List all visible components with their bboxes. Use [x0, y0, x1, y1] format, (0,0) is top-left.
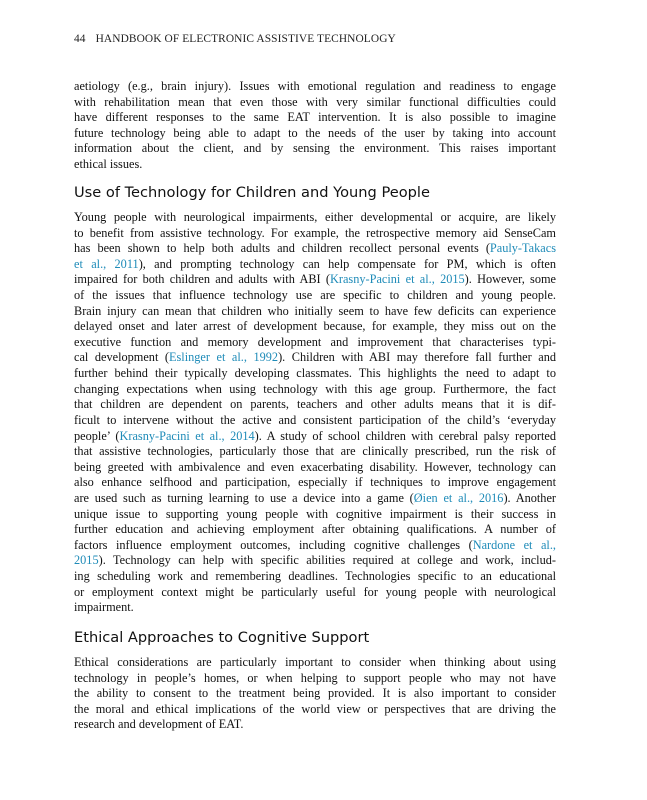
text-line: changing expectations when using technology with this age group. Furthermore, the fact [74, 381, 556, 396]
text-line: with rehabilitation mean that even those with very similar functional difficulties could [74, 94, 556, 109]
text-line: of the issues that influence technology use are specific to children and young people. [74, 288, 556, 303]
citation-link[interactable]: Øien et al., 2016 [413, 490, 504, 505]
text-line: et al., 2011), and prompting technology can help compensate for PM, which is often [74, 256, 556, 271]
text-line: research and development of EAT. [74, 717, 244, 732]
text-line: factors influence employment outcomes, including cognitive challenges (Nardone et al., [74, 537, 556, 552]
text-line: ficult to intervene without the active and consistent participation of the child’s ‘everyday [74, 412, 556, 427]
section-heading: Use of Technology for Children and Young People [74, 184, 430, 201]
text-line: ing scheduling work and remembering deadlines. Technologies specific to an educational [74, 569, 556, 584]
text-line: further behind their typically developing classmates. This highlights the need to adapt to [74, 366, 556, 381]
text-line: Brain injury can mean that children who initially seem to have few deficits can experience [74, 303, 556, 318]
text-line: the ability to consent to the treatment being provided. It is also important to consider [74, 686, 556, 701]
text-line: Young people with neurological impairments, either developmental or acquire, are likely [74, 210, 556, 224]
section-paragraph [74, 655, 556, 733]
citation-link[interactable]: Krasny-Pacini et al., 2015 [330, 272, 465, 287]
text-line: the moral and ethical implications of the world view or perspectives that are driving the [74, 701, 556, 716]
citation-link[interactable]: Eslinger et al., 1992 [169, 350, 279, 365]
text-line: Ethical considerations are particularly important to consider when thinking about using [74, 655, 556, 669]
section-heading: Ethical Approaches to Cognitive Support [74, 629, 370, 646]
text-line: unique issue to supporting young people with cognitive impairment is their success in [74, 506, 556, 521]
text-line: aetiology (e.g., brain injury). Issues with emotional regulation and readiness to engage [74, 79, 556, 93]
page-number: 44 [74, 33, 86, 45]
text-line: further education and achieving employment after obtaining qualifications. A number of [74, 522, 556, 537]
text-line: that assistive technologies, particularly those that are clinically prescribed, run the risk of [74, 444, 556, 459]
text-line: that children are dependent on parents, teachers and other adults means that it is dif- [74, 397, 556, 412]
text-line: 2015). Technology can help with specific abilities required at college and work, includ- [74, 553, 556, 568]
section-paragraph [74, 210, 556, 616]
citation-link[interactable]: et al., 2011 [74, 256, 139, 271]
text-line: impaired for both children and adults with ABI (Krasny-Pacini et al., 2015). However, some [74, 272, 557, 287]
citation-link[interactable]: Pauly-Takacs [489, 241, 556, 256]
citation-link[interactable]: Nardone et al., [472, 537, 556, 552]
text-line: or employment context might be particularly useful for young people with neurological [74, 584, 556, 599]
text-line: to benefit from assistive technology. For example, the retrospective memory aid SenseCam [74, 225, 556, 240]
text-line: people’ (Krasny-Pacini et al., 2014). A study of school children with cerebral palsy reported [74, 428, 556, 443]
text-line: technology in people’s homes, or when helping to support people who may not have [74, 670, 556, 685]
text-line: being greeted with ambivalence and even exacerbating disability. However, technology can [74, 459, 556, 474]
text-line: future technology being able to adapt to the needs of the user by taking into account [74, 125, 556, 140]
citation-link[interactable]: Krasny-Pacini et al., 2014 [119, 428, 255, 443]
text-line: information about the client, and by sensing the environment. This raises important [74, 141, 556, 156]
intro-paragraph [74, 79, 556, 173]
book-title: HANDBOOK OF ELECTRONIC ASSISTIVE TECHNOLOGY [95, 33, 396, 45]
text-line: executive function and memory development and improvement that characterises typi- [74, 334, 556, 349]
running-head [74, 33, 396, 45]
text-line: are used such as turning learning to use a device into a game (Øien et al., 2016). Another [74, 490, 556, 505]
citation-link[interactable]: 2015 [74, 553, 99, 568]
text-line: impairment. [74, 600, 134, 615]
text-line: also enhance selfhood and participation, especially if techniques to improve engagement [74, 475, 556, 490]
text-line: have different responses to the same EAT intervention. It is also possible to imagine [74, 110, 556, 125]
text-line: cal development (Eslinger et al., 1992). Children with ABI may therefore fall further and [74, 350, 556, 365]
text-line: delayed onset and later arrest of development because, for example, they miss out on the [74, 319, 556, 334]
text-line: ethical issues. [74, 157, 143, 172]
text-line: has been shown to help both adults and children recollect personal events (Pauly-Takacs [74, 241, 556, 256]
